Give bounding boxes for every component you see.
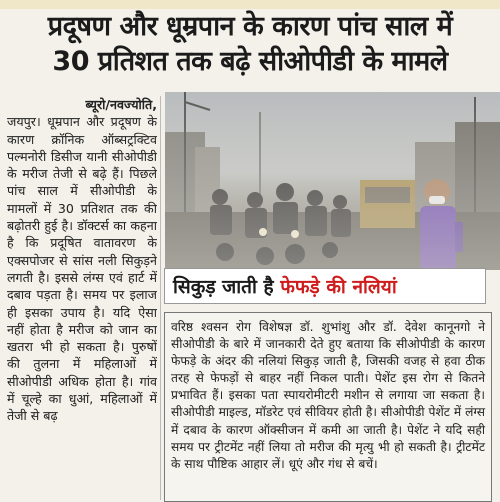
subhead — [173, 273, 397, 299]
subhead-box — [164, 268, 486, 304]
subhead-part-2: फेफड़े की नलियां — [280, 276, 397, 298]
headline-line-1: प्रदूषण और धूम्रपान के कारण पांच साल में — [47, 11, 453, 42]
headline — [0, 10, 500, 80]
smog-traffic-photo-icon — [165, 92, 500, 270]
article-body: जयपुर। धूम्रपान और प्रदूषण के कारण क्रॉनिक ऑब्सट्रक्टिव पल्मनोरी डिसीज यानी सीओपीडी के मरीज तेजी से बढ़े हैं। पिछले पांच साल में सीओपीडी के मामलों में 30 प्रतिशत तक की बढ़ोतरी हुई है। डॉक्टर्स का कहना है कि प्रदूषित वातावरण के एक्सपोजर से सांस नली सिकुड़ने लगती है। इससे लंग्स एवं हार्ट में दबाव पड़ता है। समय पर इलाज ही इसका उपाय है। यदि ऐसा नहीं होता है मरीज को जान का खतरा भी हो सकता है। पुरुषों की तुलना में महिलाओं में सीओपीडी अधिक होता है। गांव में चूल्हे का धुआं, महिलाओं में तेजी से बढ़ — [7, 114, 157, 424]
expert-quote-text: वरिष्ठ श्वसन रोग विशेषज्ञ डॉ. शुभांशु और डॉ. देवेश कानूनगो ने सीओपीडी के बारे में जानकारी देते हुए बताया कि सीओपीडी के कारण फेफड़े के अंदर की नलियां सिकुड़ जाती है, जिसकी वजह से हवा ठीक तरह से फेफड़ों से बाहर नहीं निकल पाती। पेशेंट इस रोग से कितने प्रभावित हैं। इसका पता स्पायरोमीटरी मशीन से लगाया जा सकता है। सीओपीडी माइल्ड, मॉडरेट एवं सीवियर होती है। सीओपीडी पेशेंट में लंग्स में दबाव के कारण ऑक्सीजन में कमी आ जाती है। पेशेंट ने यदि सही समय पर ट्रीटमेंट नहीं लिया तो मरीज की मृत्यु भी हो सकती है। ट्रीटमेंट के साथ पौष्टिक आहार लें। धूएं और गंध से बचें। — [171, 320, 485, 471]
smog-traffic-photo — [165, 92, 500, 270]
headline-line-2: 30 प्रतिशत तक बढ़े सीओपीडी के मामले — [52, 46, 448, 77]
article-left-column — [7, 96, 157, 500]
column-divider — [160, 96, 161, 500]
byline: ब्यूरो/नवज्योति, — [85, 97, 157, 112]
subhead-part-1: सिकुड़ जाती है — [173, 276, 274, 298]
expert-quote-box — [164, 312, 492, 502]
top-strip — [0, 0, 500, 9]
